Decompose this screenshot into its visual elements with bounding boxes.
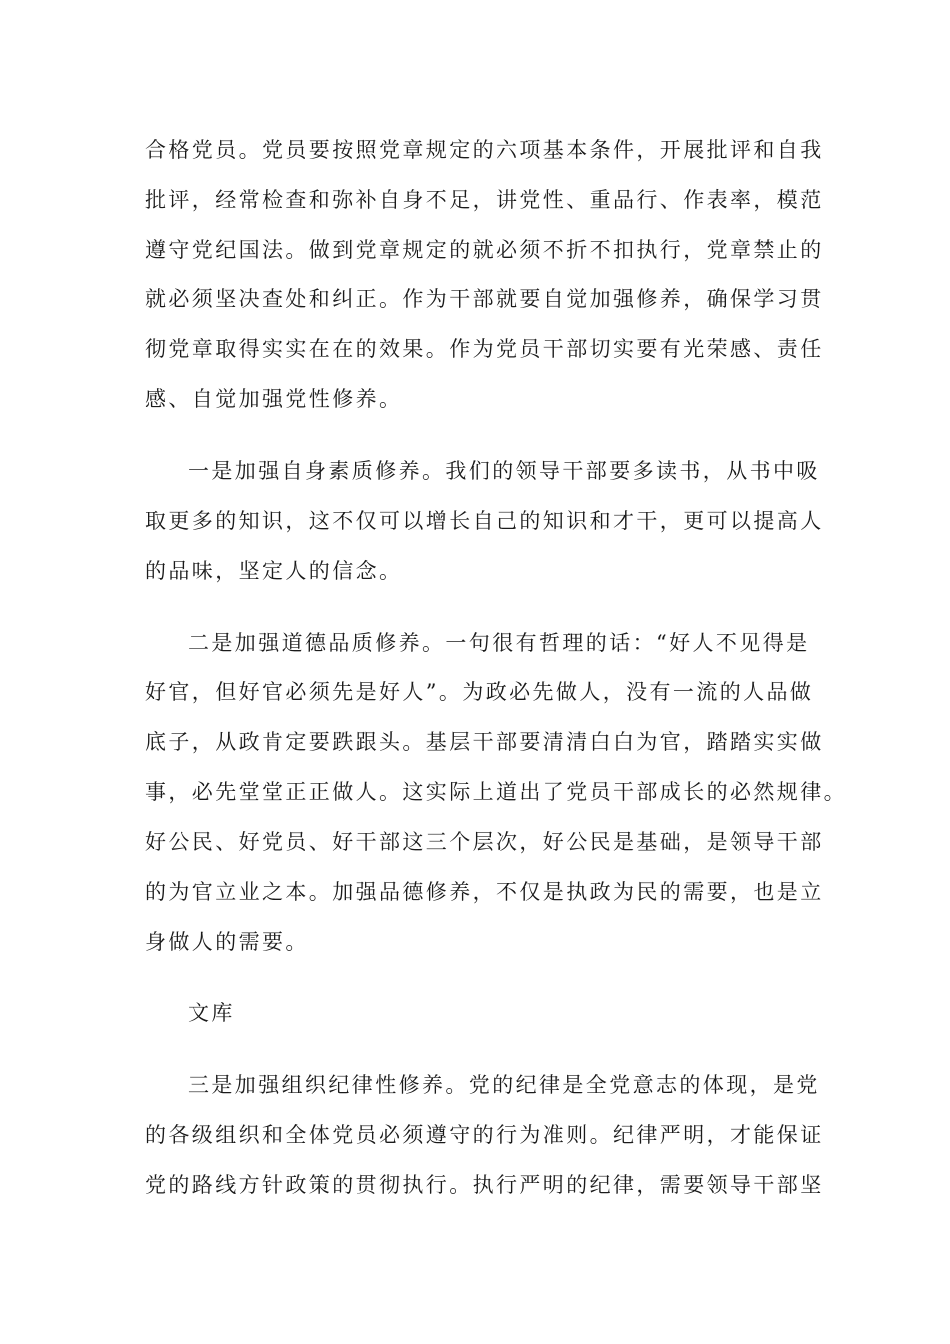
- paragraph-2-line-1: 一是加强自身素质修养。我们的领导干部要多读书，从书中吸: [188, 459, 820, 483]
- paragraph-3-line-1: 二是加强道德品质修养。一句很有哲理的话：“好人不见得是: [188, 631, 810, 655]
- paragraph-3-line-5: 好公民、好党员、好干部这三个层次，好公民是基础，是领导干部: [145, 830, 824, 854]
- paragraph-5-line-3: 党的路线方针政策的贯彻执行。执行严明的纪律，需要领导干部坚: [145, 1173, 824, 1197]
- paragraph-3-line-7: 身做人的需要。: [145, 930, 309, 954]
- paragraph-2-line-3: 的品味，坚定人的信念。: [145, 559, 403, 583]
- paragraph-1-line-3: 遵守党纪国法。做到党章规定的就必须不折不扣执行，党章禁止的: [145, 238, 824, 262]
- paragraph-2-line-2: 取更多的知识，这不仅可以增长自己的知识和才干，更可以提高人: [145, 509, 824, 533]
- paragraph-5-line-1: 三是加强组织纪律性修养。党的纪律是全党意志的体现，是党: [188, 1073, 820, 1097]
- paragraph-3-line-4: 事，必先堂堂正正做人。这实际上道出了党员干部成长的必然规律。: [145, 780, 847, 804]
- paragraph-3-line-3: 底子，从政肯定要跌跟头。基层干部要清清白白为官，踏踏实实做: [145, 730, 824, 754]
- paragraph-1-line-5: 彻党章取得实实在在的效果。作为党员干部切实要有光荣感、责任: [145, 337, 824, 361]
- paragraph-4-line-1: 文库: [188, 1001, 235, 1025]
- paragraph-1-line-4: 就必须坚决查处和纠正。作为干部就要自觉加强修养，确保学习贯: [145, 287, 824, 311]
- paragraph-1-line-2: 批评，经常检查和弥补自身不足，讲党性、重品行、作表率，模范: [145, 188, 824, 212]
- paragraph-5-line-2: 的各级组织和全体党员必须遵守的行为准则。纪律严明，才能保证: [145, 1123, 824, 1147]
- paragraph-3-line-2: 好官，但好官必须先是好人”。为政必先做人，没有一流的人品做: [145, 680, 814, 704]
- paragraph-3-line-6: 的为官立业之本。加强品德修养，不仅是执政为民的需要，也是立: [145, 880, 824, 904]
- paragraph-1-line-1: 合格党员。党员要按照党章规定的六项基本条件，开展批评和自我: [145, 138, 824, 162]
- paragraph-1-line-6: 感、自觉加强党性修养。: [145, 387, 403, 411]
